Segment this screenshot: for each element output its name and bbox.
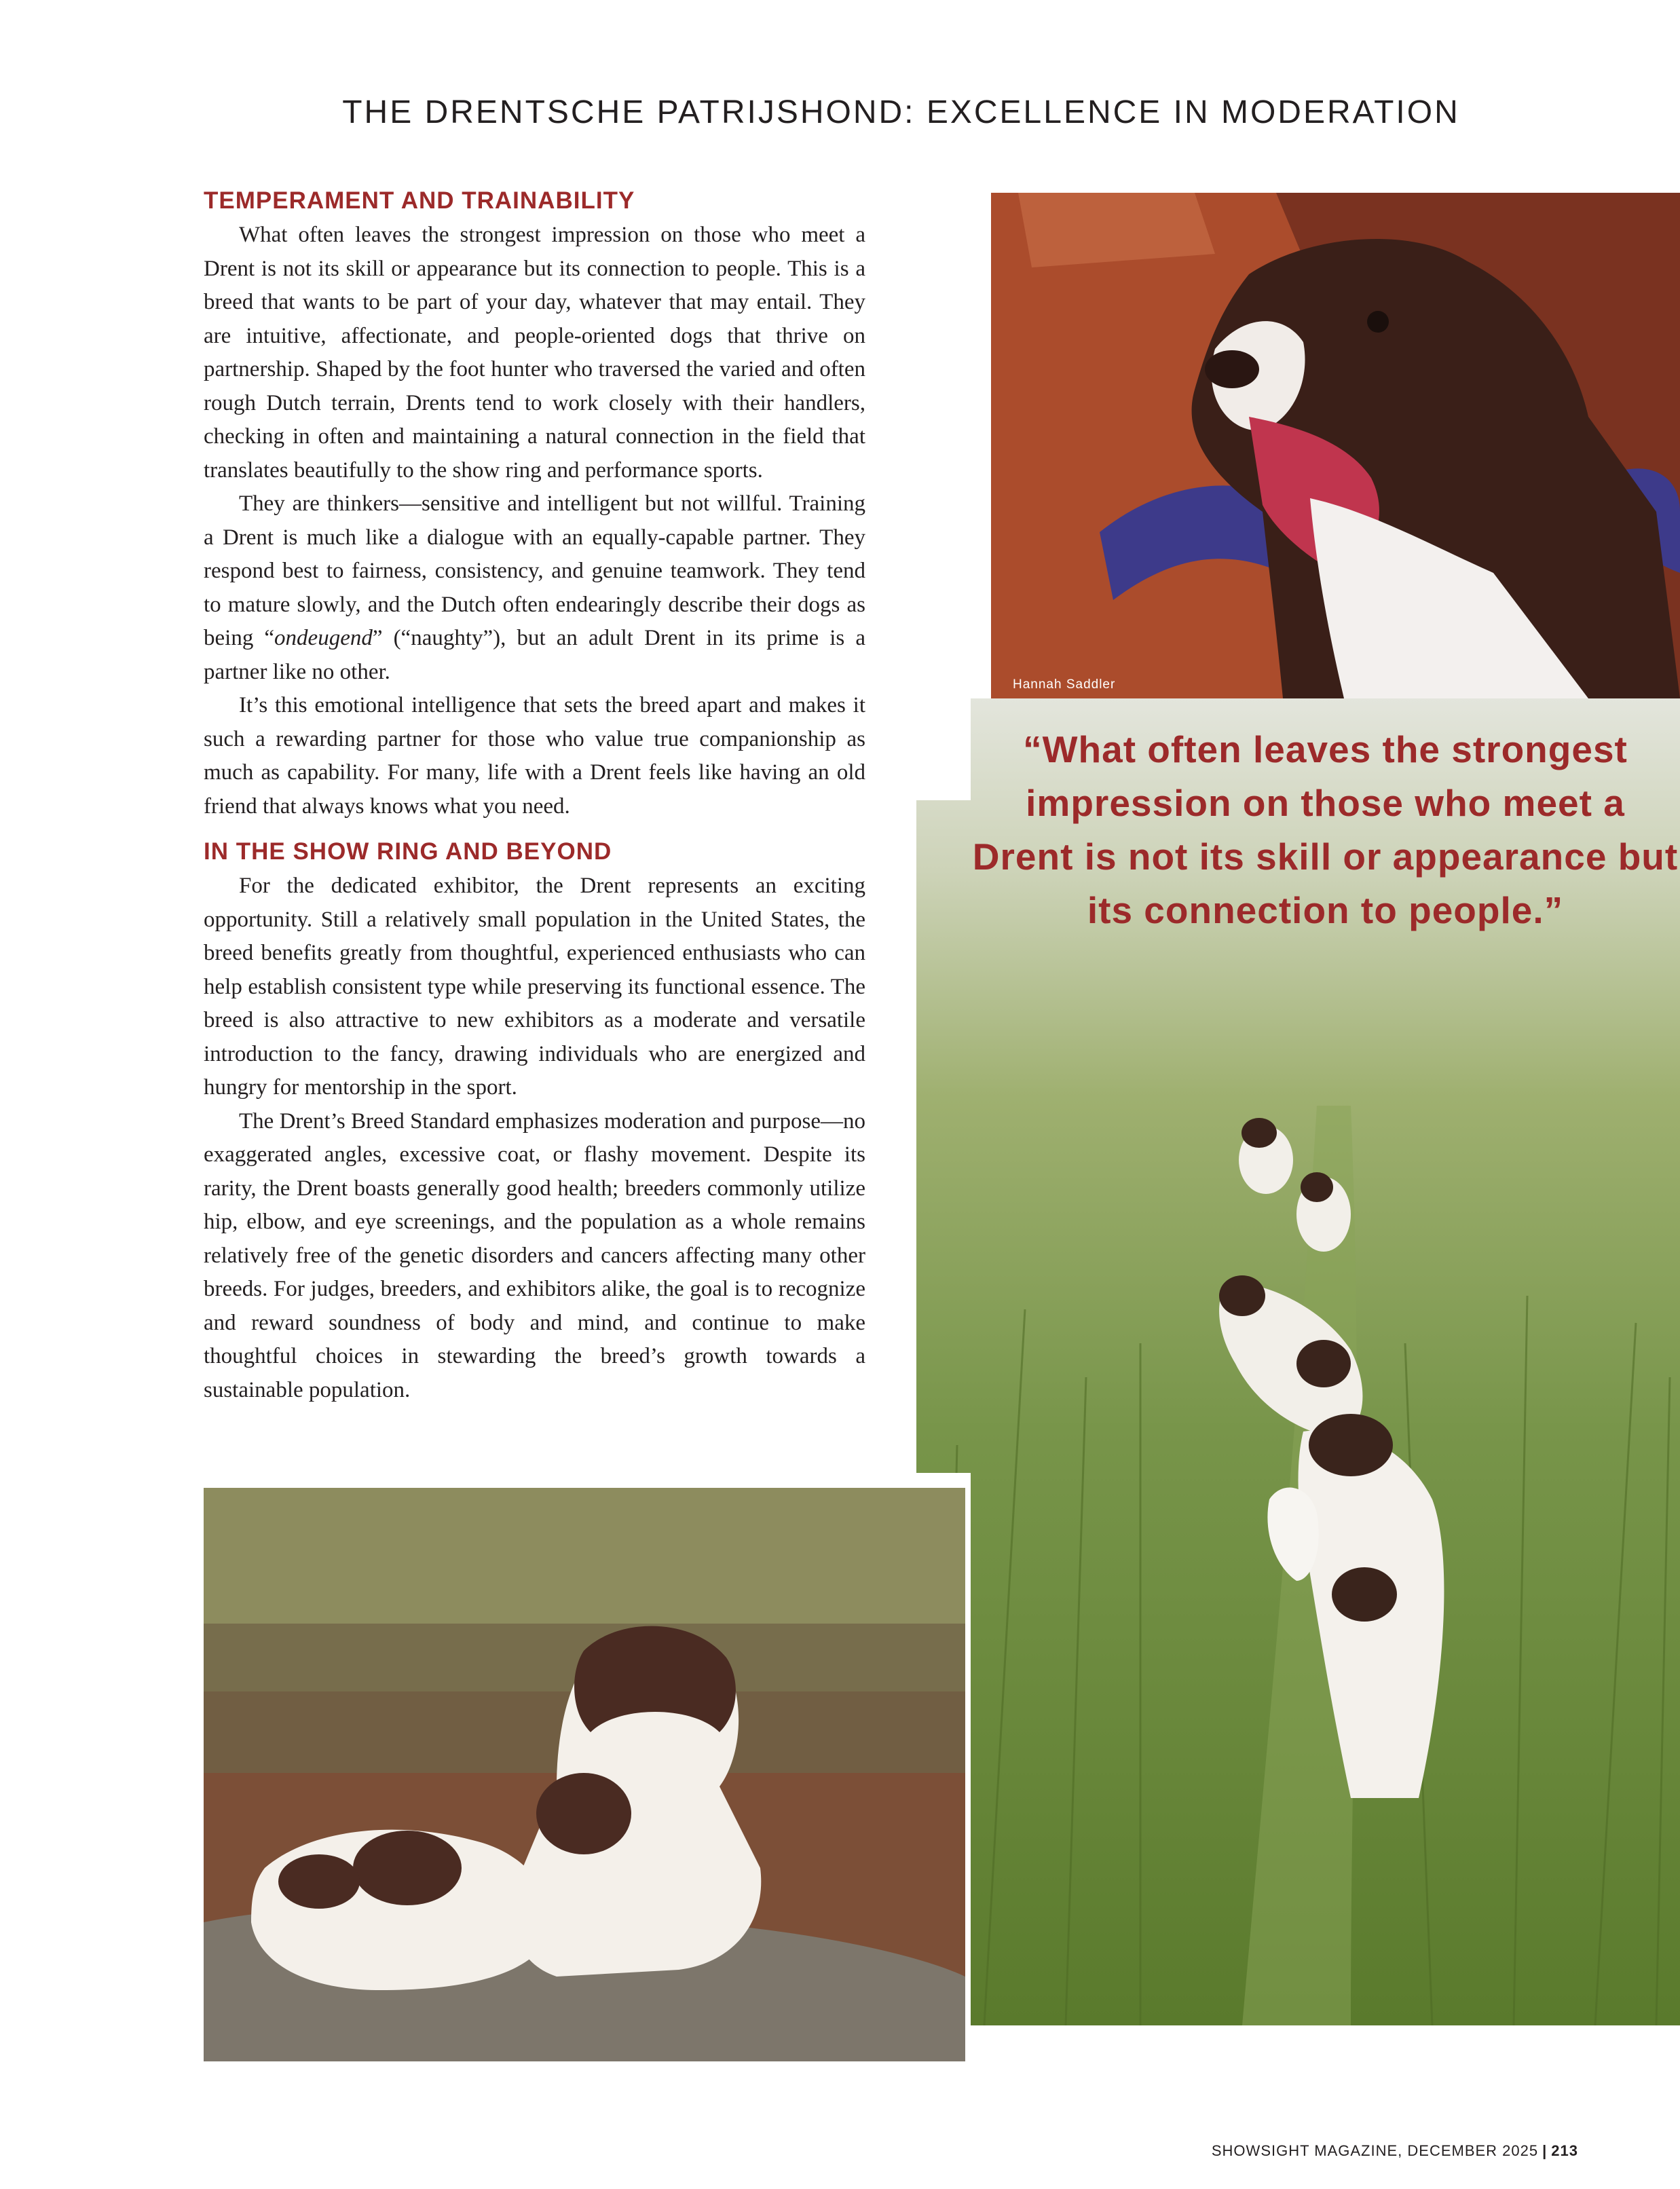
page-footer: [1212, 2142, 1578, 2160]
photo-illustration: [204, 1488, 965, 2061]
photo-dog-with-handler: [991, 193, 1680, 698]
article-column: [204, 183, 865, 1407]
paragraph: [204, 487, 865, 689]
photo-illustration: [991, 193, 1680, 698]
photo-credit: Hannah Saddler: [1013, 677, 1116, 692]
pull-quote: “What often leaves the strongest impression on those who meet a Drent is not its skill or appearance but its connection to people.”: [972, 728, 1679, 931]
section-heading-temperament: TEMPERAMENT AND TRAINABILITY: [204, 187, 635, 214]
text-run: ” (“naughty”), but an adult Drent in its prime is a partner like no other.: [204, 626, 865, 684]
magazine-issue: SHOWSIGHT MAGAZINE, DECEMBER 2025: [1211, 2142, 1539, 2159]
paragraph: What often leaves the strongest impression on those who meet a Drent is not its skill or appearance but its connection to people. This is a breed that wants to be part of your day, whatever that may entail. They are intuitive, affectionate, and people-oriented dogs that thrive on partnership. Shaped by the foot hunter who traversed the varied and often rough Dutch terrain, Drents tend to work closely with their handlers, checking in often and maintaining a natural connection in the field that translates beautifully to the show ring and performance sports.: [204, 223, 865, 483]
text-run: They are thinkers—sensitive and intelligent but not willful. Training a Drent is much like a dialogue with an equally-capable partner. They respond best to fairness, consistency, and genuine teamwork. They tend to mature slowly, and the Dutch often endearingly describe their dogs as being “: [204, 491, 865, 650]
paragraph: For the dedicated exhibitor, the Drent represents an exciting opportunity. Still a relatively small population in the United States, the breed benefits greatly from thoughtful, experienced enthusiasts who can help establish consistent type while preserving its functional essence. The breed is also attractive to new exhibitors as a moderate and versatile introduction to the fancy, drawing individuals who are energized and hungry for mentorship in the sport.: [204, 874, 865, 1100]
italic-term: ondeugend: [274, 626, 373, 650]
page-number: 213: [1551, 2142, 1578, 2159]
section-heading-show-ring: IN THE SHOW RING AND BEYOND: [204, 838, 612, 865]
layout-notch: [916, 698, 971, 800]
photo-puppies: [204, 1488, 965, 2061]
footer-separator: |: [1542, 2142, 1548, 2159]
running-head: THE DRENTSCHE PATRIJSHOND: EXCELLENCE IN MODERATION: [342, 94, 1460, 130]
paragraph: The Drent’s Breed Standard emphasizes moderation and purpose—no exaggerated angles, excessive coat, or flashy movement. Despite its rarity, the Drent boasts generally good health; breeders commonly utilize hip, elbow, and eye screenings, and the population as a whole remains relatively free of the genetic disorders and cancers affecting many other breeds. For judges, breeders, and exhibitors alike, the goal is to recognize and reward soundness of body and mind, and continue to make thoughtful choices in stewarding the breed’s growth towards a sustainable population.: [204, 1108, 865, 1402]
paragraph: It’s this emotional intelligence that sets the breed apart and makes it such a rewarding partner for those who value true companionship as much as capability. For many, life with a Drent feels like having an old friend that always knows what you need.: [204, 693, 865, 819]
